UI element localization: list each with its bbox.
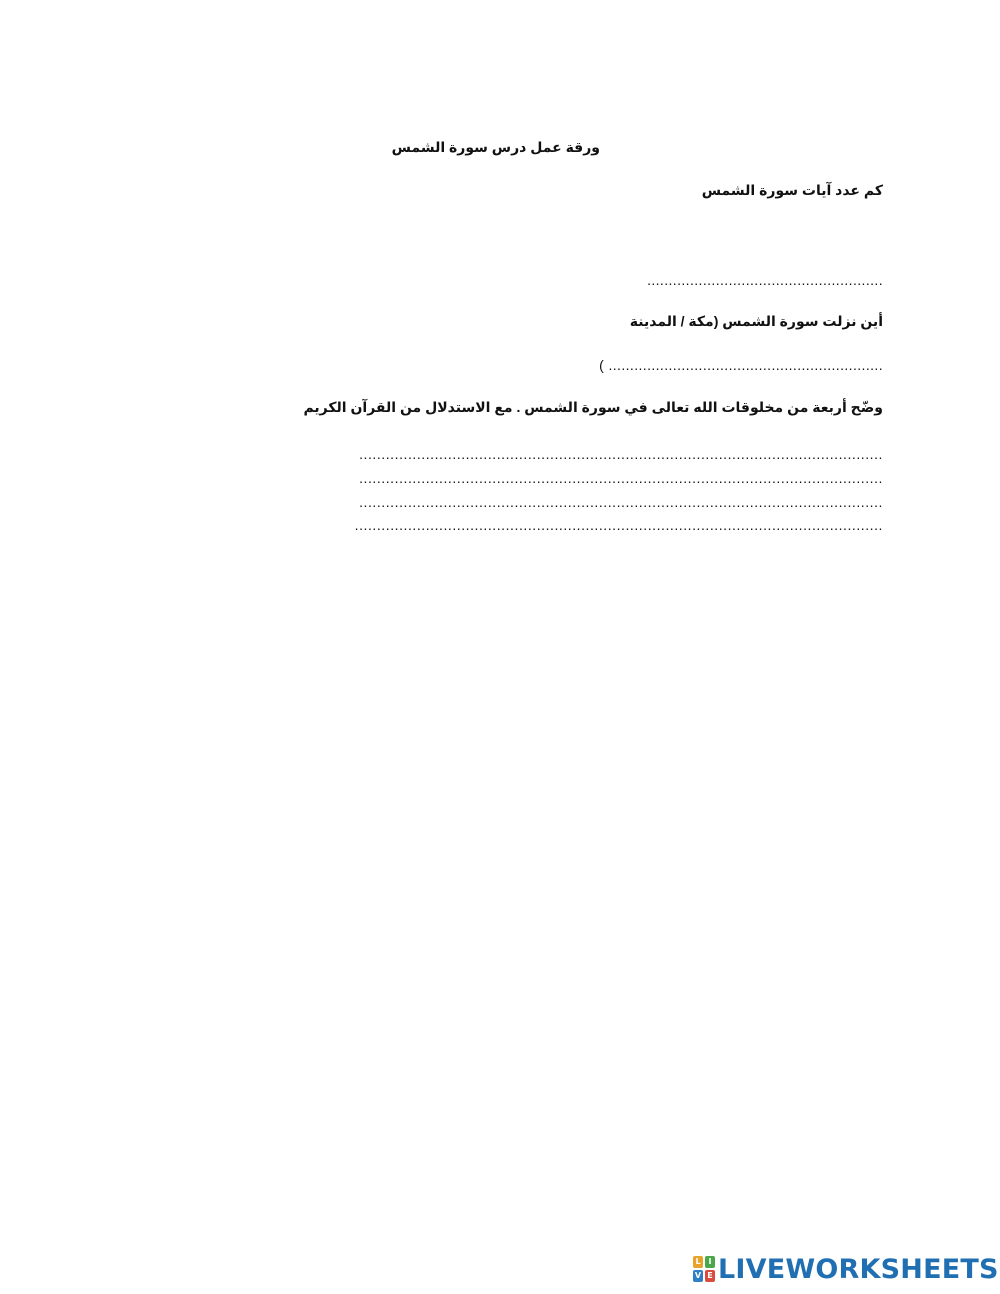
question-2: أين نزلت سورة الشمس (مكة / المدينة (629, 313, 883, 329)
brand-name: LIVEWORKSHEETS (718, 1253, 999, 1285)
logo-tile-v: V (694, 1271, 702, 1280)
answer-line-3b[interactable]: ...................................................................................................................... (359, 470, 883, 486)
liveworksheets-logo-icon (693, 1256, 715, 1282)
logo-tile-i: I (705, 1256, 715, 1268)
answer-line-3c[interactable]: ...................................................................................................................... (359, 494, 883, 510)
answer-line-3d[interactable]: ....................................................................................................................... (354, 517, 883, 533)
liveworksheets-brand (693, 1252, 999, 1286)
answer-line-1[interactable]: ....................................................... (647, 272, 883, 288)
worksheet-title: ورقة عمل درس سورة الشمس (391, 139, 600, 155)
logo-tile-e: E (705, 1270, 715, 1282)
question-1: كم عدد آيات سورة الشمس (701, 182, 883, 198)
answer-line-3a[interactable]: ...................................................................................................................... (359, 446, 883, 462)
answer-line-2[interactable]: ( ................................................................ (599, 357, 883, 373)
question-3: وضّح أربعة من مخلوقات الله تعالى في سورة الشمس . مع الاستدلال من القرآن الكريم (303, 399, 883, 415)
logo-tile-l: L (693, 1256, 703, 1268)
